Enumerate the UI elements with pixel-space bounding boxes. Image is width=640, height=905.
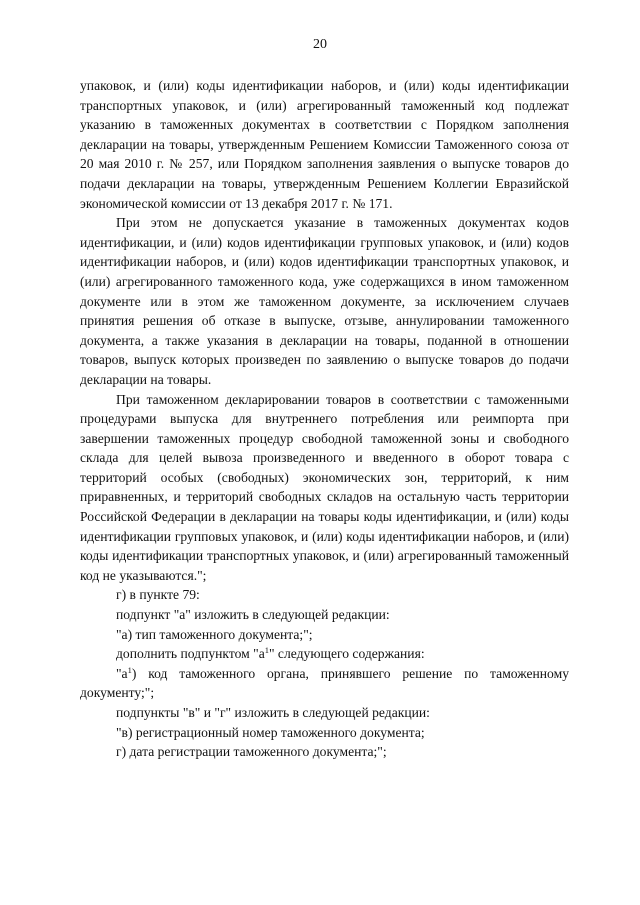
paragraph-codes-continued: упаковок, и (или) коды идентификации наборов, и (или) коды идентификации транспортных упаковок, и (или) агрегированный таможенный код подлежат указанию в таможенных документах в соответствии с Порядком заполнения декларации на товары, утвержденным Решением Комиссии Таможенного союза от 20 мая 2010 г. № 257, или Порядком заполнения заявления о выпуске товаров до подачи декларации на товары, утвержденным Решением Коллегии Евразийской экономической комиссии от 13 декабря 2017 г. № 171. [80,78,569,211]
page-number: 20 [313,37,327,52]
subitems-v-g-intro: подпункты "в" и "г" изложить в следующей редакции: [116,705,430,720]
subitem-a-intro: подпункт "а" изложить в следующей редакции: [116,607,390,623]
supplement-line-after: " следующего содержания: [268,646,425,662]
new-item-before: "а [116,665,128,681]
subitem-g-text: г) дата регистрации таможенного документа;"; [116,744,387,760]
superscript-one: 1 [127,664,132,675]
superscript-one: 1 [264,645,269,656]
paragraph-declaration: При таможенном декларировании товаров в соответствии с таможенными процедурами выпуска для внутреннего потребления или реимпорта при завершении таможенных процедур свободной таможенной зоны и свободного склада для целей вывоза произведенного и введенного в оборот товара с территорий особых (свободных) экономических зон, территорий, к ним приравненных, и территорий свободных складов на остальную часть территории Российской Федерации в декларации на товары коды идентификации, и (или) коды идентификации групповых упаковок, и (или) коды идентификации наборов, и (или) коды идентификации транспортных упаковок, и (или) агрегированный таможенный код не указываются."; [80,391,569,583]
paragraph-not-allowed: При этом не допускается указание в таможенных документах кодов идентификации, и (или) кодов идентификации групповых упаковок, и (или) кодов идентификации наборов, и (или) кодов идентификации транспортных упаковок, и (или) агрегированного таможенного кода, уже содержащихся в ином таможенном документе или в этом же таможенном документе, за исключением случаев принятия решения об отказе в выпуске, отзыве, аннулировании таможенного документа, а также указания в декларации на товары, поданной в отношении товаров, выпуск которых произведен по заявлению о выпуске товаров до подачи декларации на товары. [80,215,569,387]
new-item-after: ) код таможенного органа, принявшего решение по таможенному документу;"; [80,665,569,701]
supplement-line-before: дополнить подпунктом "а [116,646,265,662]
subitem-v-text: "в) регистрационный номер таможенного документа; [116,724,425,740]
body-text [80,76,569,762]
new-item-a1 [80,664,569,703]
subitem-a-text: "а) тип таможенного документа;"; [116,626,313,642]
supplement-line [80,644,569,664]
item-g-point-79: г) в пункте 79: [116,587,200,603]
